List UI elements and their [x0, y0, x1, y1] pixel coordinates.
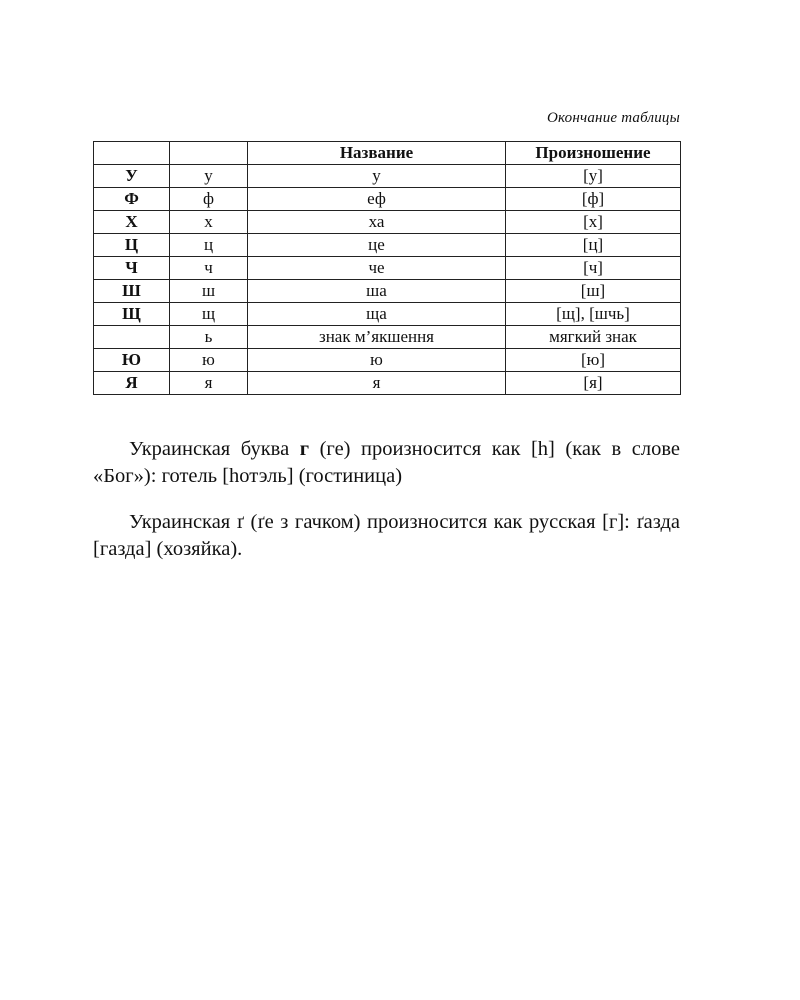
cell-name: ю	[248, 349, 506, 372]
header-lower	[170, 142, 248, 165]
table-caption: Окончание таблицы	[546, 110, 680, 126]
cell-upper: Ч	[94, 257, 170, 280]
cell-upper: Ц	[94, 234, 170, 257]
cell-pronunciation: [у]	[506, 165, 681, 188]
cell-lower: ю	[170, 349, 248, 372]
cell-name: у	[248, 165, 506, 188]
table-row	[94, 372, 681, 395]
table-row	[94, 326, 681, 349]
cell-name: це	[248, 234, 506, 257]
paragraph-ge-end: (ге) произносится как [h] (как в слове «Бог»): готель [hотэль] (гостиница)	[93, 438, 681, 487]
table-row	[94, 280, 681, 303]
cell-lower: щ	[170, 303, 248, 326]
cell-name: еф	[248, 188, 506, 211]
alphabet-table	[93, 141, 681, 395]
cell-pronunciation: [ш]	[506, 280, 681, 303]
cell-name: я	[248, 372, 506, 395]
cell-lower: ь	[170, 326, 248, 349]
header-upper	[94, 142, 170, 165]
cell-lower: ш	[170, 280, 248, 303]
cell-pronunciation: [ф]	[506, 188, 681, 211]
table-row	[94, 165, 681, 188]
table-header-row	[94, 142, 681, 165]
cell-lower: х	[170, 211, 248, 234]
cell-pronunciation: [ц]	[506, 234, 681, 257]
cell-upper: Ш	[94, 280, 170, 303]
cell-pronunciation: мягкий знак	[506, 326, 681, 349]
table-row	[94, 188, 681, 211]
cell-name: ха	[248, 211, 506, 234]
paragraph-ge	[93, 436, 680, 490]
table-row	[94, 234, 681, 257]
table-row	[94, 303, 681, 326]
cell-upper: Ф	[94, 188, 170, 211]
cell-name: ща	[248, 303, 506, 326]
table-row	[94, 211, 681, 234]
cell-pronunciation: [ю]	[506, 349, 681, 372]
cell-lower: ч	[170, 257, 248, 280]
cell-lower: ц	[170, 234, 248, 257]
cell-name: ша	[248, 280, 506, 303]
table-row	[94, 257, 681, 280]
cell-upper: Я	[94, 372, 170, 395]
cell-pronunciation: [х]	[506, 211, 681, 234]
header-pronunciation: Произношение	[506, 142, 681, 165]
header-name: Название	[248, 142, 506, 165]
cell-upper	[94, 326, 170, 349]
cell-pronunciation: [щ], [шчь]	[506, 303, 681, 326]
cell-pronunciation: [ч]	[506, 257, 681, 280]
cell-pronunciation: [я]	[506, 372, 681, 395]
cell-upper: Х	[94, 211, 170, 234]
cell-lower: ф	[170, 188, 248, 211]
cell-upper: У	[94, 165, 170, 188]
paragraph-ge-letter: г	[299, 438, 310, 460]
paragraph-ge-start: Украинская буква	[129, 438, 300, 460]
cell-name: знак м’якшення	[248, 326, 506, 349]
paragraph-ge-hachek: Украинская ґ (ґе з гачком) произносится как русская [г]: ґазда [газда] (хозяйка).	[93, 511, 680, 560]
cell-upper: Ю	[94, 349, 170, 372]
table-row	[94, 349, 681, 372]
cell-name: че	[248, 257, 506, 280]
cell-upper: Щ	[94, 303, 170, 326]
cell-lower: у	[170, 165, 248, 188]
cell-lower: я	[170, 372, 248, 395]
